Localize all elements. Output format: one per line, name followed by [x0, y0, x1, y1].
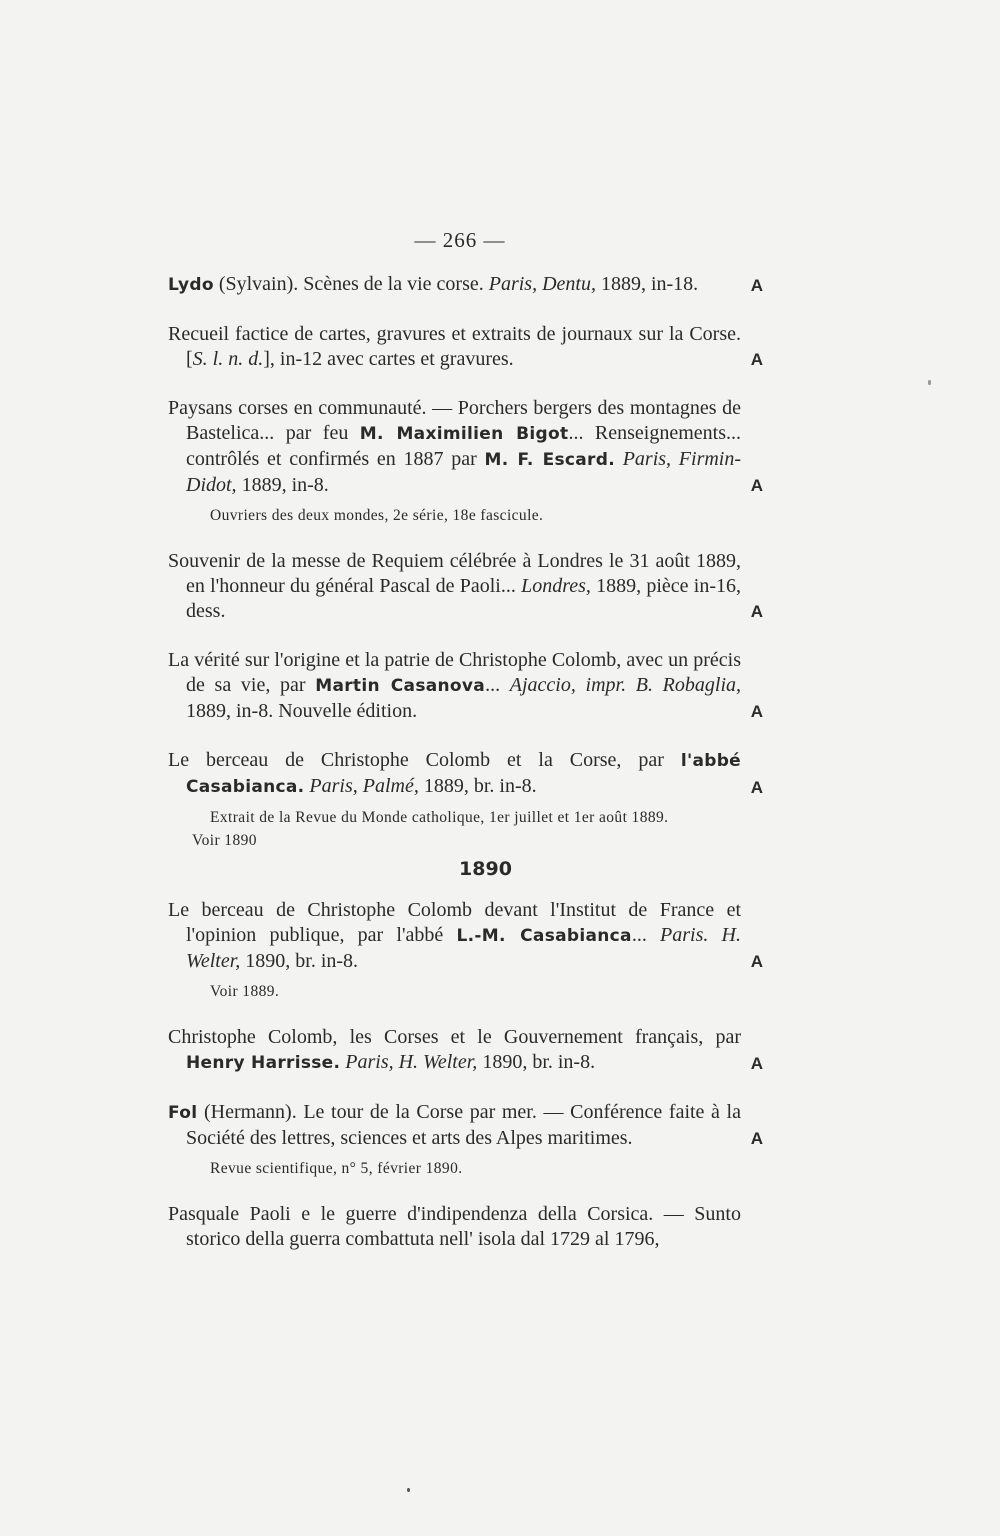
- library-code: A: [750, 778, 763, 797]
- bibliography-entry: Souvenir de la messe de Requiem célébrée à Londres le 31 août 1889, en l'honneur du général Pascal de Paoli... Londres, 1889, pièce in-16, dess. A: [168, 550, 763, 622]
- entry-cross-reference: Voir 1889.: [210, 983, 280, 1000]
- bibliography-column: [168, 272, 763, 1276]
- entry-note: Revue scientifique, n° 5, février 1890.: [210, 1160, 463, 1177]
- bibliography-entry: Recueil factice de cartes, gravures et extraits de journaux sur la Corse. [S. l. n. d.], in-12 avec cartes et gravures. A: [168, 323, 763, 370]
- bibliography-entry: Paysans corses en communauté. — Porchers bergers des montagnes de Bastelica... par feu M. Maximilien Bigot... Renseignements... contrôlés et confirmés en 1887 par M. F. Escard. Paris, Firmin-Didot, 1889, in-8. A: [168, 397, 763, 496]
- library-code: A: [750, 1054, 763, 1073]
- bibliography-entry: La vérité sur l'origine et la patrie de Christophe Colomb, avec un précis de sa vie, par Martin Casanova... Ajaccio, impr. B. Robaglia, 1889, in-8. Nouvelle édition. A: [168, 649, 763, 722]
- library-code: A: [750, 1129, 763, 1148]
- library-code: A: [750, 350, 763, 369]
- library-code: A: [750, 602, 763, 621]
- bibliography-entry: Pasquale Paoli e le guerre d'indipendenza della Corsica. — Sunto storico della guerra combattuta nell' isola dal 1729 al 1796,: [168, 1203, 741, 1250]
- bibliography-entry: Lydo (Sylvain). Scènes de la vie corse. Paris, Dentu, 1889, in-18. A: [168, 272, 763, 298]
- library-code: A: [750, 476, 763, 495]
- page-number: — 266 —: [414, 228, 506, 252]
- bibliography-entry: Le berceau de Christophe Colomb devant l'Institut de France et l'opinion publique, par l'abbé L.-M. Casabianca... Paris. H. Welter, 1890, br. in-8. A: [168, 899, 763, 972]
- entry-cross-reference: Voir 1890: [192, 832, 257, 849]
- library-code: A: [750, 276, 763, 295]
- bibliography-entry: Christophe Colomb, les Corses et le Gouvernement français, par Henry Harrisse. Paris, H. Welter, 1890, br. in-8. A: [168, 1025, 763, 1076]
- library-code: A: [750, 952, 763, 971]
- library-code: A: [750, 702, 763, 721]
- paper-speck: [928, 380, 931, 385]
- entry-note: Extrait de la Revue du Monde catholique, 1er juillet et 1er août 1889.: [210, 809, 669, 826]
- bibliography-entry: Fol (Hermann). Le tour de la Corse par mer. — Conférence faite à la Société des lettres, sciences et arts des Alpes maritimes. A: [168, 1101, 763, 1149]
- year-heading: 1890: [459, 858, 512, 880]
- paper-speck: [407, 1488, 410, 1492]
- entry-note: Ouvriers des deux mondes, 2e série, 18e fascicule.: [210, 507, 544, 524]
- bibliography-entry: Le berceau de Christophe Colomb et la Corse, par l'abbé Casabianca. Paris, Palmé, 1889, br. in-8. A: [168, 748, 763, 800]
